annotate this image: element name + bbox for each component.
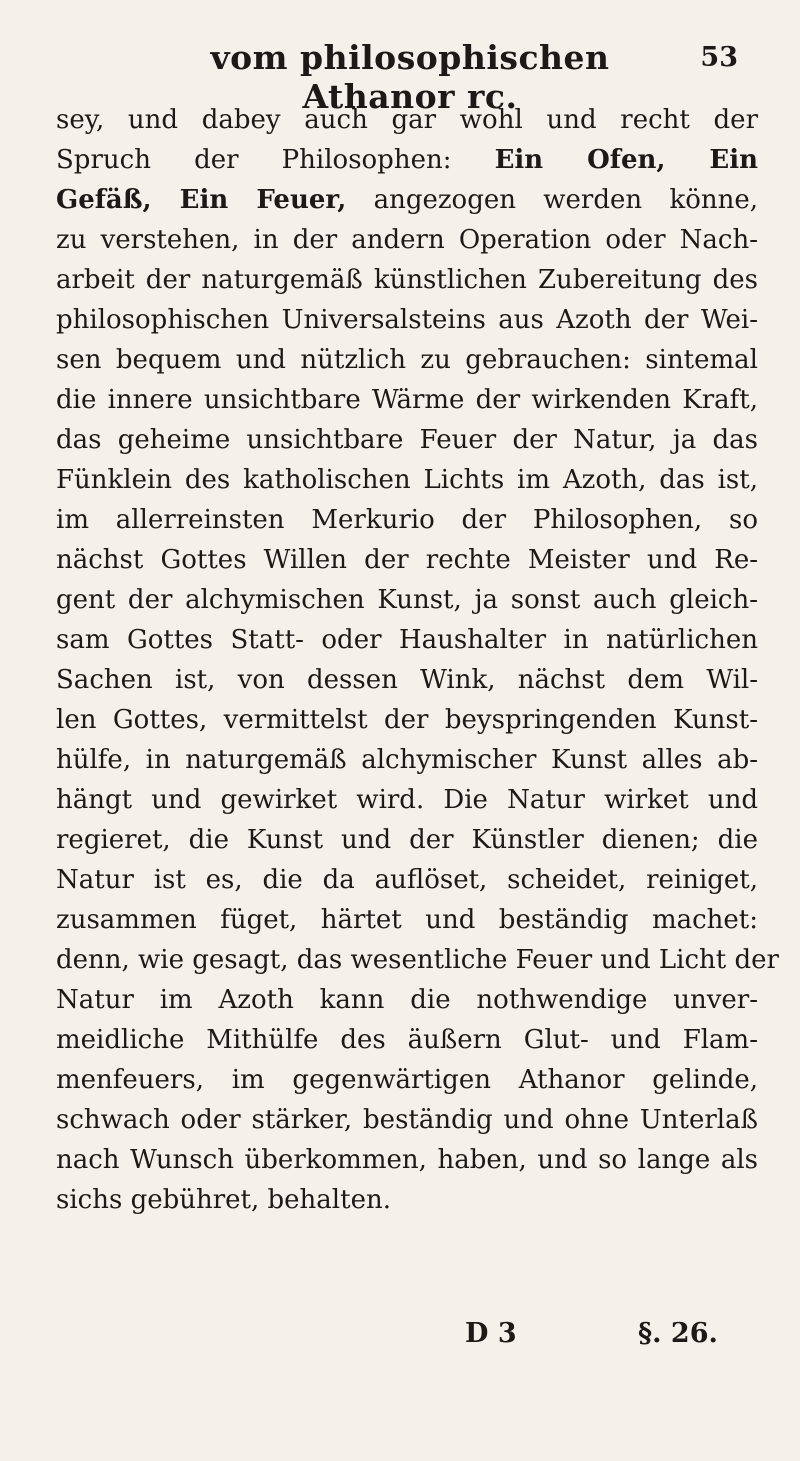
page-header bbox=[130, 38, 750, 116]
line-text: len Gottes, vermittelst der beyspringenden Kunst- bbox=[56, 705, 758, 735]
line-text: angezogen werden könne, bbox=[346, 185, 758, 215]
text-line bbox=[56, 1100, 758, 1140]
text-line bbox=[56, 540, 758, 580]
emphasis-text: Ein Ofen, Ein bbox=[494, 145, 758, 175]
line-text: Natur ist es, die da auflöset, scheidet, reiniget, bbox=[56, 865, 758, 895]
line-text: regieret, die Kunst und der Künstler dienen; die bbox=[56, 825, 758, 855]
line-text: im allerreinsten Merkurio der Philosophen, so bbox=[56, 505, 758, 535]
line-text: meidliche Mithülfe des äußern Glut- und Flam- bbox=[56, 1025, 758, 1055]
text-line bbox=[56, 860, 758, 900]
text-line bbox=[56, 1060, 758, 1100]
text-line bbox=[56, 220, 758, 260]
running-head: vom philosophischen Athanor rc. bbox=[210, 38, 610, 116]
text-line bbox=[56, 620, 758, 660]
line-text: Spruch der Philosophen: bbox=[56, 145, 495, 175]
body-text bbox=[56, 100, 779, 1220]
text-line bbox=[56, 980, 758, 1020]
text-line bbox=[56, 500, 758, 540]
line-text: sen bequem und nützlich zu gebrauchen: sintemal bbox=[56, 345, 758, 375]
text-line bbox=[56, 1140, 758, 1180]
line-text: arbeit der naturgemäß künstlichen Zubereitung des bbox=[56, 265, 758, 295]
line-text: zu verstehen, in der andern Operation oder Nach- bbox=[56, 225, 758, 255]
line-text: philosophischen Universalsteins aus Azoth der Wei- bbox=[56, 305, 758, 335]
text-line bbox=[56, 780, 758, 820]
line-text: Fünklein des katholischen Lichts im Azoth, das ist, bbox=[56, 465, 758, 495]
text-line bbox=[56, 580, 758, 620]
text-line bbox=[56, 660, 758, 700]
line-text: hülfe, in naturgemäß alchymischer Kunst alles ab- bbox=[56, 745, 758, 775]
text-line bbox=[56, 140, 758, 180]
line-text: sam Gottes Statt- oder Haushalter in natürlichen bbox=[56, 625, 758, 655]
line-text: das geheime unsichtbare Feuer der Natur, ja das bbox=[56, 425, 758, 455]
text-line bbox=[56, 940, 779, 980]
line-text: nach Wunsch überkommen, haben, und so lange als bbox=[56, 1145, 758, 1175]
line-text: die innere unsichtbare Wärme der wirkenden Kraft, bbox=[56, 385, 758, 415]
text-line bbox=[56, 1180, 758, 1220]
text-line bbox=[56, 740, 758, 780]
text-line bbox=[56, 820, 758, 860]
text-line bbox=[56, 1020, 758, 1060]
line-text: Sachen ist, von dessen Wink, nächst dem Wil- bbox=[56, 665, 758, 695]
emphasis-text: Gefäß, Ein Feuer, bbox=[56, 185, 347, 215]
line-text: sichs gebühret, behalten. bbox=[56, 1185, 391, 1215]
line-text: denn, wie gesagt, das wesentliche Feuer und Licht der bbox=[56, 945, 779, 975]
signature-mark: D 3 bbox=[465, 1318, 517, 1349]
line-text: menfeuers, im gegenwärtigen Athanor gelinde, bbox=[56, 1065, 758, 1095]
text-line bbox=[56, 260, 758, 300]
line-text: Natur im Azoth kann die nothwendige unver- bbox=[56, 985, 758, 1015]
text-line bbox=[56, 380, 758, 420]
line-text: zusammen füget, härtet und beständig machet: bbox=[56, 905, 758, 935]
text-line bbox=[56, 460, 758, 500]
text-line bbox=[56, 180, 758, 220]
text-line bbox=[56, 340, 758, 380]
text-line bbox=[56, 900, 758, 940]
catchword: §. 26. bbox=[638, 1318, 718, 1349]
text-line bbox=[56, 700, 758, 740]
text-line bbox=[56, 100, 758, 140]
text-line bbox=[56, 420, 758, 460]
page-number: 53 bbox=[700, 42, 738, 73]
line-text: hängt und gewirket wird. Die Natur wirket und bbox=[56, 785, 758, 815]
line-text: sey, und dabey auch gar wohl und recht der bbox=[56, 105, 758, 135]
line-text: gent der alchymischen Kunst, ja sonst auch gleich- bbox=[56, 585, 758, 615]
line-text: nächst Gottes Willen der rechte Meister und Re- bbox=[56, 545, 758, 575]
page-footer bbox=[0, 1318, 800, 1368]
line-text: schwach oder stärker, beständig und ohne Unterlaß bbox=[56, 1105, 758, 1135]
text-line bbox=[56, 300, 758, 340]
